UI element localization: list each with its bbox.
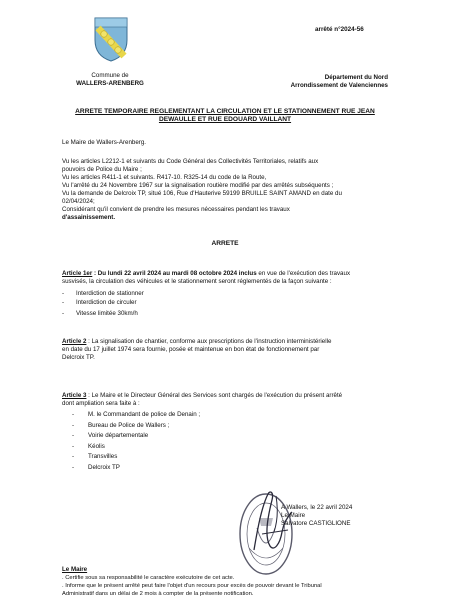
ampliation-item: - Kéolis bbox=[70, 443, 200, 454]
commune-crest-logo bbox=[93, 16, 129, 62]
article-1-line-2: susvisés, la circulation des véhicules et le stationnement seront réglementés de la façon suivante : bbox=[62, 278, 332, 285]
ampliation-item: - Delcroix TP bbox=[70, 464, 200, 475]
ampliation-item: - Voirie départementale bbox=[70, 432, 200, 443]
footer-certification: . Certifie sous sa responsabilité le caractère exécutoire de cet acte. bbox=[62, 575, 235, 581]
article-3-line-2: dont ampliation sera faite à : bbox=[62, 400, 140, 407]
arrondissement-label: Arrondissement de Valenciennes bbox=[290, 82, 388, 89]
title-line-2: DEWAULLE ET RUE EDOUARD VAILLANT bbox=[158, 116, 292, 123]
ampliation-list bbox=[70, 411, 200, 474]
vu-demande-line-2: 02/04/2024; bbox=[62, 198, 95, 205]
footer-heading: Le Maire bbox=[62, 566, 88, 573]
article-2-label: Article 2 bbox=[62, 338, 87, 345]
measure-item: - Vitesse limitée 30km/h bbox=[62, 310, 144, 318]
measure-item: - Interdiction de stationner bbox=[62, 290, 144, 299]
vu-cgct-line-2: pouvoirs de Police du Maire ; bbox=[62, 166, 142, 173]
article-3-line-1 bbox=[62, 392, 342, 400]
title-line-1: ARRETE TEMPORAIRE REGLEMENTANT LA CIRCULATION ET LE STATIONNEMENT RUE JEAN bbox=[75, 108, 375, 115]
article-2-line-2: en date du 17 juillet 1974 sera fournie, posée et maintenue en bon état de fonctionnement par bbox=[62, 346, 320, 353]
article-1-purpose: en vue de l'exécution des travaux bbox=[256, 270, 351, 277]
signature-place-date: A Wallers, le 22 avril 2024 bbox=[281, 504, 353, 511]
preamble-maire: Le Maire de Wallers-Arenberg. bbox=[62, 139, 147, 146]
article-2-line-3: Delcroix TP. bbox=[62, 354, 95, 361]
ampliation-item: - M. le Commandant de police de Denain ; bbox=[70, 411, 200, 422]
article-1-line-1 bbox=[62, 270, 350, 278]
vu-cgct-line-1: Vu les articles L2212-1 et suivants du Code Général des Collectivités Territoriales, relatifs aux bbox=[62, 158, 319, 165]
arrete-heading: ARRETE bbox=[211, 240, 239, 247]
considerant-line-2: d'assainissement. bbox=[62, 214, 116, 221]
signature-name: Salvatore CASTIGLIONE bbox=[281, 520, 351, 527]
crest-icon bbox=[93, 16, 129, 62]
article-3-label: Article 3 bbox=[62, 392, 87, 399]
document-title bbox=[40, 108, 410, 124]
footer-recours-line-2: Administratif dans un délai de 2 mois à compter de la présente notification. bbox=[62, 591, 254, 597]
ampliation-item: - Transvilles bbox=[70, 453, 200, 464]
signature-role: Le Maire bbox=[281, 512, 306, 519]
ampliation-item: - Bureau de Police de Wallers ; bbox=[70, 422, 200, 433]
vu-demande-line-1: Vu la demande de Delcroix TP, situé 106, Rue d'Hauterive 59199 BRUILLE SAINT AMAND en date du bbox=[62, 190, 342, 197]
article-1-label: Article 1er bbox=[62, 270, 93, 277]
department-label: Département du Nord bbox=[324, 74, 388, 81]
article-2-text: : La signalisation de chantier, conforme aux prescriptions de l'instruction interministérielle bbox=[86, 338, 332, 345]
article-2-line-1 bbox=[62, 338, 331, 346]
vu-arrete-1967: Vu l'arrêté du 24 Novembre 1967 sur la signalisation routière modifié par des arrêtés subséquents ; bbox=[62, 182, 334, 189]
footer-recours-line-1: . Informe que le présent arrêté peut faire l'objet d'un recours pour excès de pouvoir devant le Tribunal bbox=[62, 583, 322, 589]
vu-code-route: Vu les articles R411-1 et suivants. R417-10. R325-14 du code de la Route, bbox=[62, 174, 267, 181]
commune-label: Commune de bbox=[91, 72, 129, 79]
considerant-line-1: Considérant qu'il convient de prendre les mesures nécessaires pendant les travaux bbox=[62, 206, 290, 213]
article-3-text: : Le Maire et le Directeur Général des Services sont chargés de l'exécution du présent arrêté bbox=[86, 392, 343, 399]
commune-name: WALLERS-ARENBERG bbox=[76, 80, 144, 87]
article-1-dates: : Du lundi 22 avril 2024 au mardi 08 octobre 2024 inclus bbox=[92, 270, 257, 277]
measure-item: - Interdiction de circuler bbox=[62, 299, 144, 310]
arrete-number: arrêté n°2024-56 bbox=[315, 26, 364, 33]
article-1-measures-list bbox=[62, 290, 144, 318]
